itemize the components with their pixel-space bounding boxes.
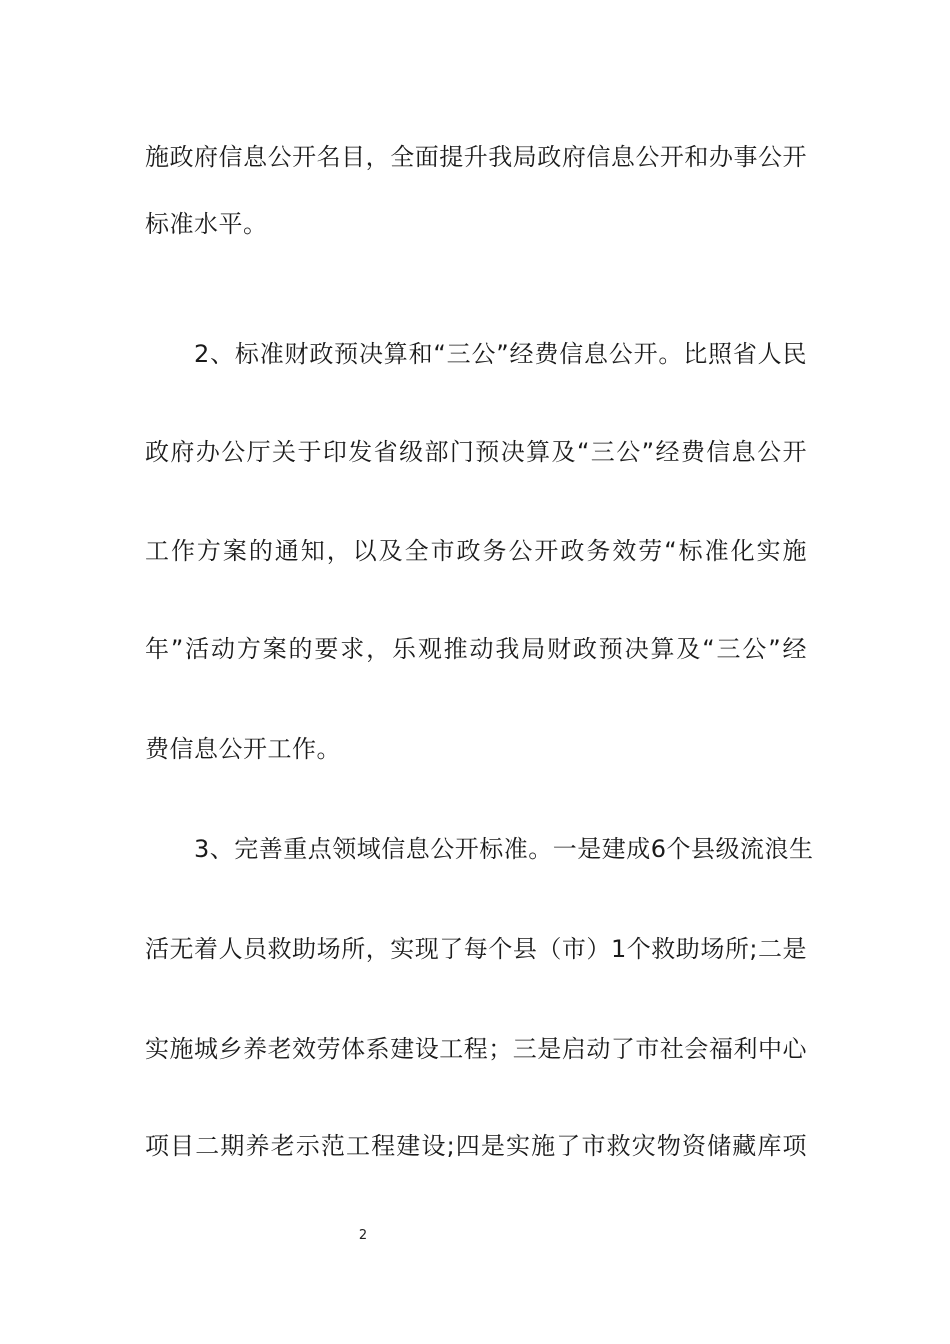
paragraph-line-8: 3、完善重点领域信息公开标准。一是建成6个县级流浪生 xyxy=(194,835,814,863)
paragraph-line-6: 年”活动方案的要求，乐观推动我局财政预决算及“三公”经 xyxy=(145,635,807,663)
paragraph-line-11: 项目二期养老示范工程建设;四是实施了市救灾物资储藏库项 xyxy=(145,1132,807,1160)
paragraph-line-2: 标准水平。 xyxy=(145,210,268,238)
paragraph-line-10: 实施城乡养老效劳体系建设工程；三是启动了市社会福利中心 xyxy=(145,1035,807,1063)
paragraph-line-9: 活无着人员救助场所，实现了每个县（市）1个救助场所;二是 xyxy=(145,935,807,963)
paragraph-line-7: 费信息公开工作。 xyxy=(145,735,341,763)
paragraph-line-1: 施政府信息公开名目，全面提升我局政府信息公开和办事公开 xyxy=(145,143,807,171)
paragraph-line-4: 政府办公厅关于印发省级部门预决算及“三公”经费信息公开 xyxy=(145,438,807,466)
page-number: 2 xyxy=(358,1228,368,1243)
paragraph-line-5: 工作方案的通知，以及全市政务公开政务效劳“标准化实施 xyxy=(145,537,807,565)
paragraph-line-3: 2、标准财政预决算和“三公”经费信息公开。比照省人民 xyxy=(194,340,807,368)
